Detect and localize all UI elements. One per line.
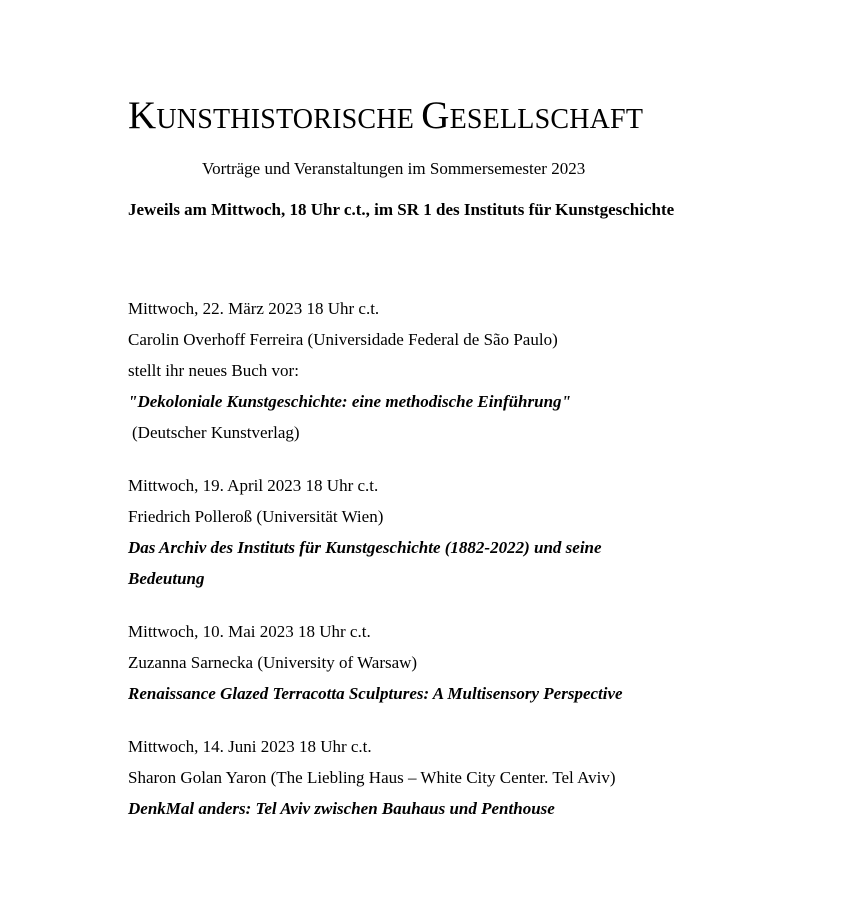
event-talk-title: "Dekoloniale Kunstgeschichte: eine methodische Einführung" [128, 392, 571, 411]
event-talk-title: Das Archiv des Instituts für Kunstgeschichte (1882-2022) und seine Bedeutung [128, 538, 602, 588]
schedule-note: Jeweils am Mittwoch, 18 Uhr c.t., im SR 1 des Instituts für Kunstgeschichte [128, 200, 675, 219]
title-initial-k: K [128, 94, 157, 137]
event-item [128, 470, 768, 594]
event-date: Mittwoch, 10. Mai 2023 18 Uhr c.t. [128, 622, 371, 641]
title-word-gesellschaft: ESELLSCHAFT [449, 104, 644, 135]
event-intro: stellt ihr neues Buch vor: [128, 361, 299, 380]
event-date: Mittwoch, 22. März 2023 18 Uhr c.t. [128, 299, 380, 318]
title-word-kunsthistorische: UNSTHISTORISCHE [156, 104, 414, 135]
event-publisher: (Deutscher Kunstverlag) [132, 423, 300, 442]
event-date: Mittwoch, 19. April 2023 18 Uhr c.t. [128, 476, 379, 495]
event-speaker: Sharon Golan Yaron (The Liebling Haus – White City Center. Tel Aviv) [128, 768, 616, 787]
event-speaker: Carolin Overhoff Ferreira (Universidade Federal de São Paulo) [128, 330, 558, 349]
title-initial-g: G [421, 94, 450, 137]
event-item [128, 616, 768, 709]
event-list [128, 293, 768, 846]
event-speaker: Zuzanna Sarnecka (University of Warsaw) [128, 653, 418, 672]
event-date: Mittwoch, 14. Juni 2023 18 Uhr c.t. [128, 737, 372, 756]
event-talk-title: DenkMal anders: Tel Aviv zwischen Bauhaus und Penthouse [128, 799, 555, 818]
event-speaker: Friedrich Polleroß (Universität Wien) [128, 507, 384, 526]
event-talk-title: Renaissance Glazed Terracotta Sculptures: A Multisensory Perspective [128, 684, 623, 703]
page-title [128, 94, 643, 142]
event-item [128, 293, 768, 448]
subtitle: Vorträge und Veranstaltungen im Sommersemester 2023 [202, 159, 586, 178]
event-item [128, 731, 768, 824]
